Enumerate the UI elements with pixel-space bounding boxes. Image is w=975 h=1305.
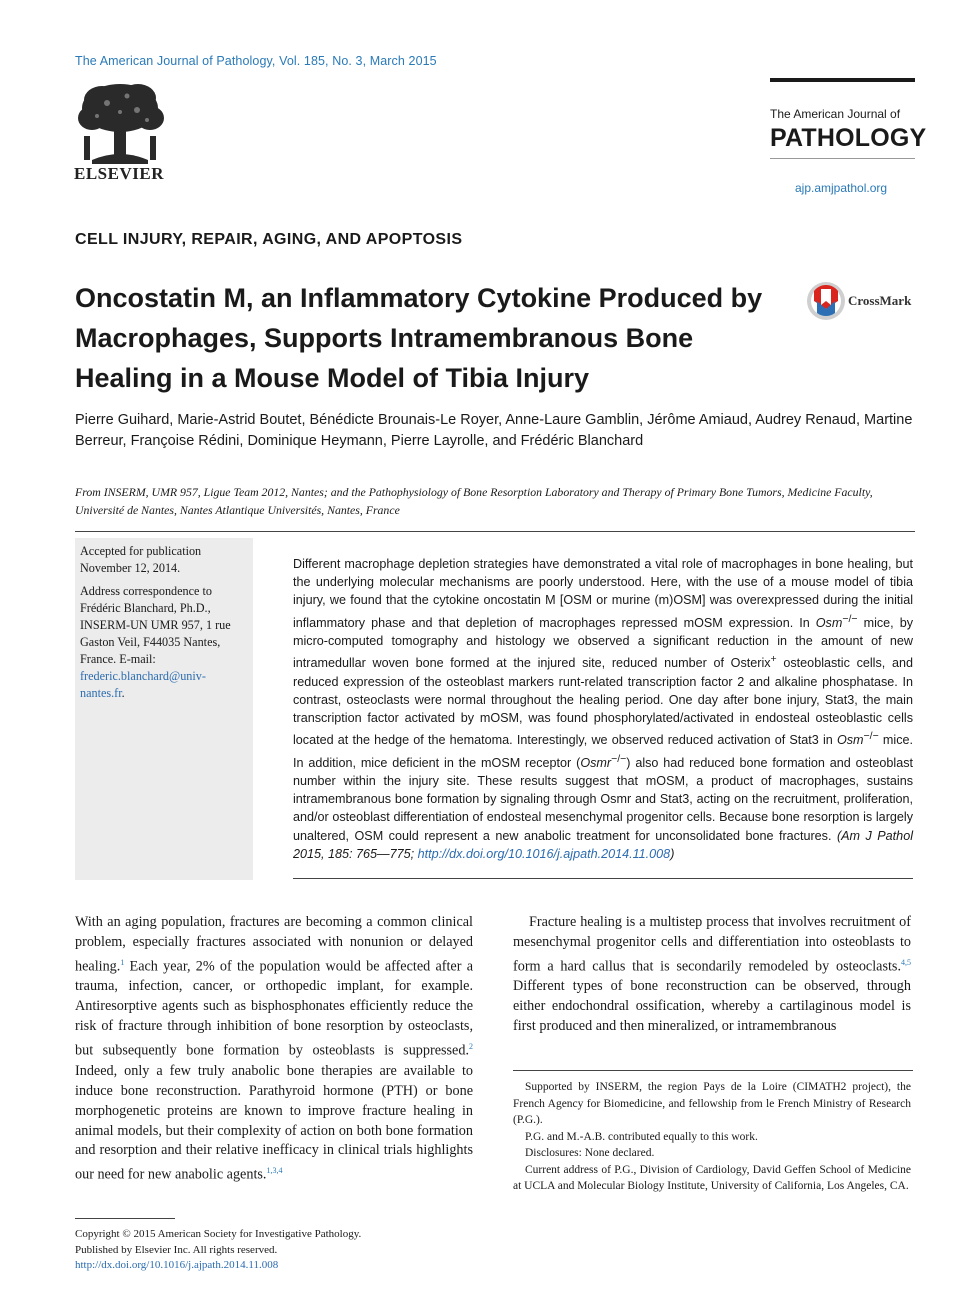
journal-name-small: The American Journal of	[770, 107, 901, 121]
section-label: CELL INJURY, REPAIR, AGING, AND APOPTOSIS	[75, 231, 463, 248]
doi-link[interactable]: http://dx.doi.org/10.1016/j.ajpath.2014.11.008	[75, 1259, 279, 1271]
accepted-date: Accepted for publication November 12, 2014.	[80, 544, 202, 575]
reference-link[interactable]: 1,3,4	[266, 1166, 283, 1176]
header-rule	[75, 531, 915, 532]
footnote-rule	[513, 1070, 913, 1071]
journal-url-link[interactable]: ajp.amjpathol.org	[795, 181, 888, 195]
abstract-rule	[293, 878, 913, 879]
article-title: Oncostatin M, an Inflammatory Cytokine Produced by Macrophages, Supports Intramembranous Bone Healing in a Mouse Model of Tibia Injury	[75, 283, 763, 393]
journal-divider	[770, 158, 915, 159]
footnote-support: Supported by INSERM, the region Pays de la Loire (CIMATH2 project), the French Agency for Biomedicine, and fellowship from le French Ministry of Research (P.G.).	[513, 1081, 911, 1126]
copyright-rule	[75, 1218, 175, 1219]
author-list: Pierre Guihard, Marie-Astrid Boutet, Bénédicte Brounais-Le Royer, Anne-Laure Gamblin, Jérôme Amiaud, Audrey Renaud, Martine Berreur, Françoise Rédini, Dominique Heymann, Pierre Layrolle, and Frédéric Blanchard	[75, 412, 913, 449]
footnote-address: Current address of P.G., Division of Cardiology, David Geffen School of Medicine at UCLA and Molecular Biology Institute, University of California, Los Angeles, CA.	[513, 1163, 911, 1192]
abstract: Different macrophage depletion strategies have demonstrated a vital role of macrophages in bone healing, but the underlying molecular mechanisms are poorly understood. Here, with the use of a mouse model of tibia injury, we found that the cytokine oncostatin M [OSM or murine (m)OSM] was overexpressed during the initial inflammatory phase and that depletion of macrophages repressed mOSM expression. In Osm−/− mice, by micro-computed tomography and histology we observed a significant reduction in the amount of new intramedullar woven bone formed at the injured site, reduced number of Osterix+ osteoblastic cells, and reduced expression of the osteoblast markers runt-related transcription factor 2 and alkaline phosphatase. In contrast, osteoclasts were normal throughout the healing period. One day after bone injury, Stat3, the main transcription factor activated by mOSM, was found phosphorylated/activated in endosteal osteoblastic cells located at the hedge of the hematoma. Interestingly, we observed reduced activation of Stat3 in Osm−/− mice. In addition, mice deficient in the mOSM receptor (Osmr−/−) also had reduced bone formation and osteoblast number within the injury site. These results suggest that mOSM, a product of macrophages, sustains intramembranous bone formation by signaling through Osmr and Stat3, acting on the recruitment, proliferation, and/or osteoblast differentiation of endosteal mesenchymal progenitor cells. Because bone resorption is largely unaltered, OSM could represent a new anabolic treatment for unconsolidated bone fractures. (Am J Pathol 2015, 185: 765—775; http://dx.doi.org/10.1016/j.ajpath.2014.11.008)	[293, 557, 913, 861]
footnote-disclosures: Disclosures: None declared.	[525, 1147, 655, 1159]
correspondence-address: Address correspondence to Frédéric Blanchard, Ph.D., INSERM-UN UMR 957, 1 rue Gaston Veil, F44035 Nantes, France. E-mail: frederic.blanchard@univ-nantes.fr.	[80, 584, 231, 700]
publisher-line: Published by Elsevier Inc. All rights reserved.	[75, 1243, 278, 1256]
body-column-left: With an aging population, fractures are becoming a common clinical problem, especially fractures associated with nonunion or delayed healing.$^1$ Each year, 2% of the population would be affected after a trauma, infection, cancer, or orthopedic implant, for example. Antiresorptive agents such as bisphosphonates efficiently reduce the risk of fracture through inhibition of bone resorption by osteoclasts, but subsequently bone formation by osteoblasts is suppressed.$^2$ Indeed, only a few truly anabolic bone therapies are available to induce bone reconstruction. Parathyroid hormone (PTH) or bone morphogenetic proteins are known to improve fracture healing in animal models, but their complexity of action on both bone formation and resorption and their relative inefficacy in clinical trials highlights our need for new anabolic agents.$^{1,3,4}$	[75, 914, 473, 1184]
reference-link[interactable]: 1	[120, 957, 125, 967]
crossmark-label[interactable]: CrossMark	[848, 293, 912, 308]
reference-link[interactable]: 4,5	[901, 957, 911, 967]
email-link[interactable]: frederic.blanchard@univ-nantes.fr	[80, 669, 206, 700]
footnote-equal: P.G. and M.-A.B. contributed equally to this work.	[525, 1130, 758, 1143]
journal-top-bar	[770, 78, 915, 82]
publisher-name: ELSEVIER	[74, 164, 164, 183]
correspondence-sidebar	[80, 543, 248, 708]
body-column-right: Fracture healing is a multistep process that involves recruitment of mesenchymal progenitor cells and differentiation into osteoblasts to form a hard callus that is secondarily remodeled by osteoclasts.$^{4,5}$ Different types of bone reconstruction can be observed, through either endochondral ossification, whereby a cartilaginous model is first produced and then mineralized, or intramembranous	[513, 914, 911, 1035]
affiliation: From INSERM, UMR 957, Ligue Team 2012, Nantes; and the Pathophysiology of Bone Resorption Laboratory and Therapy of Primary Bone Tumors, Medicine Faculty, Université de Nantes, Nantes Atlantique Universités, Nantes, France	[75, 485, 873, 517]
journal-citation: The American Journal of Pathology, Vol. 185, No. 3, March 2015	[75, 54, 437, 68]
copyright	[75, 1227, 475, 1274]
copyright-line: Copyright © 2015 American Society for Investigative Pathology.	[75, 1228, 362, 1240]
footnotes	[513, 1079, 911, 1195]
reference-link[interactable]: 2	[469, 1042, 473, 1052]
abstract-doi-link[interactable]: http://dx.doi.org/10.1016/j.ajpath.2014.11.008	[417, 846, 671, 861]
journal-name-big: PATHOLOGY	[770, 124, 927, 152]
abstract-citation: (Am J Pathol 2015, 185: 765—775;	[293, 828, 913, 861]
